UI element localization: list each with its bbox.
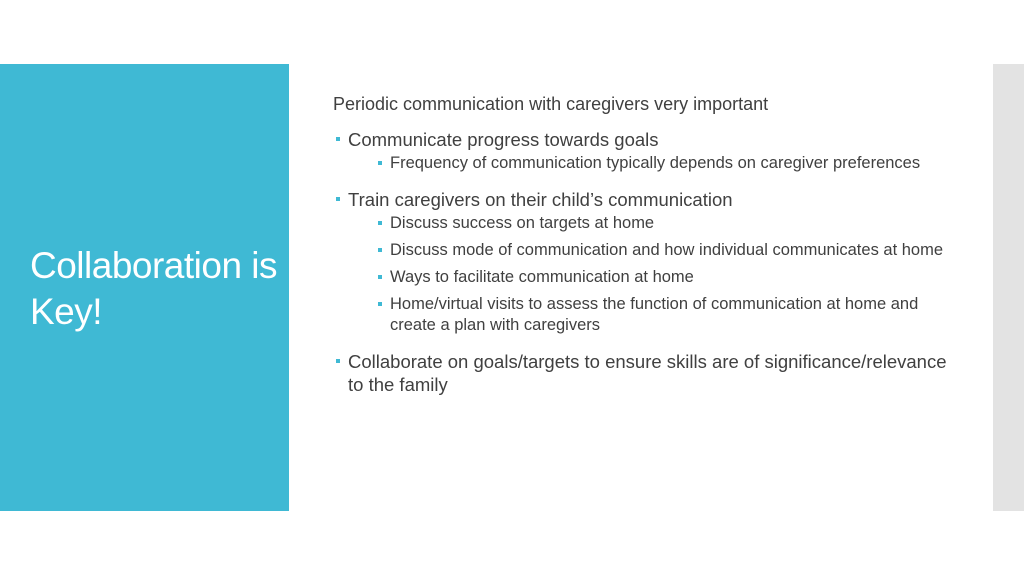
bullet-icon xyxy=(378,302,382,306)
bullet-icon xyxy=(336,197,340,201)
bullet-icon xyxy=(336,137,340,141)
bullet-text: Communicate progress towards goals xyxy=(348,129,659,150)
side-strip xyxy=(993,64,1024,511)
sub-bullet-item xyxy=(333,153,953,174)
sub-bullet-item xyxy=(333,213,953,234)
bullet-icon xyxy=(378,275,382,279)
sub-bullet-text: Discuss success on targets at home xyxy=(390,214,655,232)
sub-bullet-item xyxy=(333,267,953,288)
bullet-icon xyxy=(378,161,382,165)
bullet-text: Collaborate on goals/targets to ensure skills are of significance/relevance to the family xyxy=(348,351,947,395)
bullet-icon xyxy=(378,248,382,252)
sub-bullet-text: Home/virtual visits to assess the function of communication at home and create a plan with caregivers xyxy=(390,295,919,334)
sub-bullet-text: Frequency of communication typically depends on caregiver preferences xyxy=(390,154,921,172)
bullet-item xyxy=(333,128,953,151)
sub-bullet-text: Discuss mode of communication and how individual communicates at home xyxy=(390,241,944,259)
slide-title: Collaboration is Key! xyxy=(30,245,278,332)
slide-content xyxy=(333,92,953,396)
bullet-item xyxy=(333,350,953,396)
bullet-text: Train caregivers on their child’s communication xyxy=(348,189,733,210)
sub-bullet-item xyxy=(333,294,953,336)
intro-text: Periodic communication with caregivers very important xyxy=(333,94,769,114)
bullet-icon xyxy=(378,221,382,225)
bullet-icon xyxy=(336,359,340,363)
sub-bullet-item xyxy=(333,240,953,261)
bullet-item xyxy=(333,188,953,211)
sub-bullet-text: Ways to facilitate communication at home xyxy=(390,268,694,286)
